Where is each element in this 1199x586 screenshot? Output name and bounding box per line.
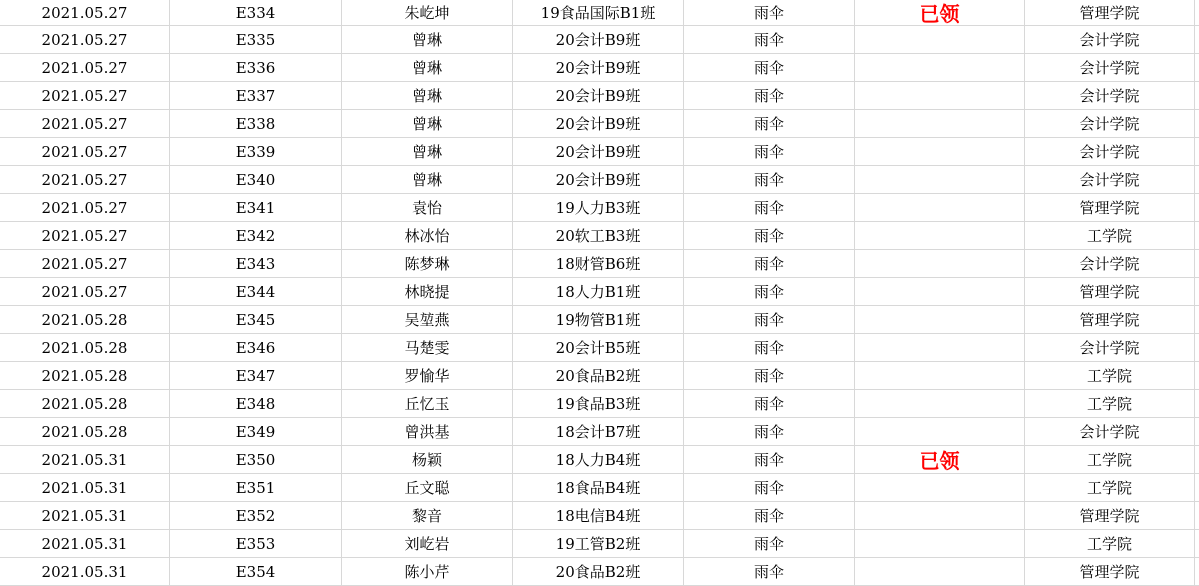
cell-claim-status[interactable]: 已领 bbox=[855, 0, 1025, 25]
cell-college[interactable]: 管理学院 bbox=[1025, 502, 1195, 529]
cell-student-name[interactable]: 马楚雯 bbox=[342, 334, 513, 361]
cell-record-id[interactable]: E347 bbox=[170, 362, 342, 389]
right-edge-sliver bbox=[1195, 278, 1199, 305]
right-edge-sliver bbox=[1195, 194, 1199, 221]
right-edge-sliver bbox=[1195, 166, 1199, 193]
cell-record-id[interactable]: E341 bbox=[170, 194, 342, 221]
right-edge-sliver bbox=[1195, 26, 1199, 53]
right-edge-sliver bbox=[1195, 54, 1199, 81]
cell-class[interactable]: 20会计B9班 bbox=[513, 54, 684, 81]
cell-item[interactable]: 雨伞 bbox=[684, 278, 855, 305]
cell-class[interactable]: 20会计B9班 bbox=[513, 26, 684, 53]
cell-item[interactable]: 雨伞 bbox=[684, 306, 855, 333]
cell-date[interactable]: 2021.05.31 bbox=[0, 558, 170, 585]
table-row bbox=[0, 54, 1199, 82]
cell-item[interactable]: 雨伞 bbox=[684, 26, 855, 53]
cell-class[interactable]: 20会计B9班 bbox=[513, 82, 684, 109]
cell-item[interactable]: 雨伞 bbox=[684, 446, 855, 473]
table-row bbox=[0, 26, 1199, 54]
table-row bbox=[0, 418, 1199, 446]
cell-date[interactable]: 2021.05.31 bbox=[0, 502, 170, 529]
cell-class[interactable]: 20会计B9班 bbox=[513, 138, 684, 165]
cell-record-id[interactable]: E352 bbox=[170, 502, 342, 529]
right-edge-sliver bbox=[1195, 334, 1199, 361]
cell-college[interactable]: 会计学院 bbox=[1025, 334, 1195, 361]
cell-claim-status[interactable] bbox=[855, 82, 1025, 109]
table-row bbox=[0, 110, 1199, 138]
cell-record-id[interactable]: E354 bbox=[170, 558, 342, 585]
cell-student-name[interactable]: 曾琳 bbox=[342, 166, 513, 193]
cell-class[interactable]: 19工管B2班 bbox=[513, 530, 684, 557]
cell-student-name[interactable]: 朱屹坤 bbox=[342, 0, 513, 25]
table-row bbox=[0, 446, 1199, 474]
cell-date[interactable]: 2021.05.28 bbox=[0, 418, 170, 445]
cell-class[interactable]: 20食品B2班 bbox=[513, 362, 684, 389]
cell-student-name[interactable]: 吴堃燕 bbox=[342, 306, 513, 333]
cell-item[interactable]: 雨伞 bbox=[684, 110, 855, 137]
right-edge-sliver bbox=[1195, 390, 1199, 417]
cell-college[interactable]: 工学院 bbox=[1025, 390, 1195, 417]
right-edge-sliver bbox=[1195, 418, 1199, 445]
cell-date[interactable]: 2021.05.27 bbox=[0, 26, 170, 53]
cell-college[interactable]: 工学院 bbox=[1025, 446, 1195, 473]
cell-student-name[interactable]: 林晓提 bbox=[342, 278, 513, 305]
cell-student-name[interactable]: 丘文聪 bbox=[342, 474, 513, 501]
cell-college[interactable]: 管理学院 bbox=[1025, 194, 1195, 221]
right-edge-sliver bbox=[1195, 222, 1199, 249]
table-row bbox=[0, 250, 1199, 278]
cell-claim-status[interactable] bbox=[855, 278, 1025, 305]
right-edge-sliver bbox=[1195, 502, 1199, 529]
cell-student-name[interactable]: 曾琳 bbox=[342, 26, 513, 53]
cell-class[interactable]: 19人力B3班 bbox=[513, 194, 684, 221]
cell-date[interactable]: 2021.05.27 bbox=[0, 0, 170, 25]
cell-item[interactable]: 雨伞 bbox=[684, 390, 855, 417]
cell-item[interactable]: 雨伞 bbox=[684, 558, 855, 585]
cell-record-id[interactable]: E337 bbox=[170, 82, 342, 109]
cell-date[interactable]: 2021.05.28 bbox=[0, 334, 170, 361]
cell-class[interactable]: 18会计B7班 bbox=[513, 418, 684, 445]
right-edge-sliver bbox=[1195, 0, 1199, 25]
cell-date[interactable]: 2021.05.28 bbox=[0, 390, 170, 417]
cell-claim-status[interactable] bbox=[855, 390, 1025, 417]
table-row bbox=[0, 278, 1199, 306]
cell-student-name[interactable]: 杨颖 bbox=[342, 446, 513, 473]
cell-claim-status[interactable] bbox=[855, 502, 1025, 529]
table-row bbox=[0, 558, 1199, 586]
right-edge-sliver bbox=[1195, 82, 1199, 109]
table-row bbox=[0, 0, 1199, 26]
cell-record-id[interactable]: E338 bbox=[170, 110, 342, 137]
cell-college[interactable]: 会计学院 bbox=[1025, 138, 1195, 165]
cell-class[interactable]: 19食品国际B1班 bbox=[513, 0, 684, 25]
table-row bbox=[0, 502, 1199, 530]
cell-date[interactable]: 2021.05.27 bbox=[0, 82, 170, 109]
cell-record-id[interactable]: E351 bbox=[170, 474, 342, 501]
cell-claim-status[interactable] bbox=[855, 194, 1025, 221]
cell-date[interactable]: 2021.05.27 bbox=[0, 250, 170, 277]
cell-record-id[interactable]: E344 bbox=[170, 278, 342, 305]
cell-record-id[interactable]: E348 bbox=[170, 390, 342, 417]
cell-claim-status[interactable] bbox=[855, 110, 1025, 137]
table-row bbox=[0, 474, 1199, 502]
cell-claim-status[interactable] bbox=[855, 474, 1025, 501]
table-row bbox=[0, 390, 1199, 418]
cell-record-id[interactable]: E335 bbox=[170, 26, 342, 53]
table-row bbox=[0, 530, 1199, 558]
cell-record-id[interactable]: E346 bbox=[170, 334, 342, 361]
cell-class[interactable]: 19物管B1班 bbox=[513, 306, 684, 333]
cell-record-id[interactable]: E334 bbox=[170, 0, 342, 25]
cell-item[interactable]: 雨伞 bbox=[684, 530, 855, 557]
cell-item[interactable]: 雨伞 bbox=[684, 502, 855, 529]
cell-class[interactable]: 20会计B9班 bbox=[513, 166, 684, 193]
cell-date[interactable]: 2021.05.27 bbox=[0, 222, 170, 249]
table-row bbox=[0, 82, 1199, 110]
right-edge-sliver bbox=[1195, 446, 1199, 473]
cell-college[interactable]: 工学院 bbox=[1025, 222, 1195, 249]
cell-claim-status[interactable] bbox=[855, 222, 1025, 249]
cell-claim-status[interactable]: 已领 bbox=[855, 446, 1025, 473]
cell-class[interactable]: 20会计B9班 bbox=[513, 110, 684, 137]
cell-class[interactable]: 19食品B3班 bbox=[513, 390, 684, 417]
cell-claim-status[interactable] bbox=[855, 418, 1025, 445]
cell-item[interactable]: 雨伞 bbox=[684, 250, 855, 277]
cell-college[interactable]: 会计学院 bbox=[1025, 110, 1195, 137]
cell-item[interactable]: 雨伞 bbox=[684, 138, 855, 165]
cell-class[interactable]: 20软工B3班 bbox=[513, 222, 684, 249]
cell-student-name[interactable]: 曾琳 bbox=[342, 138, 513, 165]
table-row bbox=[0, 166, 1199, 194]
cell-claim-status[interactable] bbox=[855, 530, 1025, 557]
cell-student-name[interactable]: 曾琳 bbox=[342, 54, 513, 81]
cell-claim-status[interactable] bbox=[855, 166, 1025, 193]
cell-student-name[interactable]: 丘忆玉 bbox=[342, 390, 513, 417]
cell-class[interactable]: 18人力B1班 bbox=[513, 278, 684, 305]
right-edge-sliver bbox=[1195, 306, 1199, 333]
cell-date[interactable]: 2021.05.27 bbox=[0, 166, 170, 193]
cell-item[interactable]: 雨伞 bbox=[684, 362, 855, 389]
cell-student-name[interactable]: 陈梦琳 bbox=[342, 250, 513, 277]
cell-date[interactable]: 2021.05.28 bbox=[0, 362, 170, 389]
cell-class[interactable]: 18电信B4班 bbox=[513, 502, 684, 529]
cell-college[interactable]: 会计学院 bbox=[1025, 82, 1195, 109]
table-row bbox=[0, 222, 1199, 250]
table-row bbox=[0, 334, 1199, 362]
right-edge-sliver bbox=[1195, 474, 1199, 501]
cell-record-id[interactable]: E342 bbox=[170, 222, 342, 249]
cell-claim-status[interactable] bbox=[855, 26, 1025, 53]
cell-record-id[interactable]: E353 bbox=[170, 530, 342, 557]
cell-claim-status[interactable] bbox=[855, 138, 1025, 165]
cell-student-name[interactable]: 林冰怡 bbox=[342, 222, 513, 249]
cell-record-id[interactable]: E339 bbox=[170, 138, 342, 165]
cell-item[interactable]: 雨伞 bbox=[684, 334, 855, 361]
cell-college[interactable]: 管理学院 bbox=[1025, 306, 1195, 333]
cell-class[interactable]: 20会计B5班 bbox=[513, 334, 684, 361]
right-edge-sliver bbox=[1195, 138, 1199, 165]
cell-item[interactable]: 雨伞 bbox=[684, 0, 855, 25]
right-edge-sliver bbox=[1195, 250, 1199, 277]
cell-record-id[interactable]: E343 bbox=[170, 250, 342, 277]
right-edge-sliver bbox=[1195, 530, 1199, 557]
cell-class[interactable]: 18财管B6班 bbox=[513, 250, 684, 277]
cell-student-name[interactable]: 刘屹岩 bbox=[342, 530, 513, 557]
cell-date[interactable]: 2021.05.27 bbox=[0, 194, 170, 221]
cell-item[interactable]: 雨伞 bbox=[684, 418, 855, 445]
cell-student-name[interactable]: 陈小芹 bbox=[342, 558, 513, 585]
cell-student-name[interactable]: 曾琳 bbox=[342, 110, 513, 137]
cell-student-name[interactable]: 黎音 bbox=[342, 502, 513, 529]
cell-student-name[interactable]: 曾琳 bbox=[342, 82, 513, 109]
cell-college[interactable]: 管理学院 bbox=[1025, 0, 1195, 25]
cell-record-id[interactable]: E345 bbox=[170, 306, 342, 333]
cell-item[interactable]: 雨伞 bbox=[684, 82, 855, 109]
right-edge-sliver bbox=[1195, 110, 1199, 137]
cell-college[interactable]: 会计学院 bbox=[1025, 54, 1195, 81]
cell-date[interactable]: 2021.05.28 bbox=[0, 306, 170, 333]
cell-date[interactable]: 2021.05.27 bbox=[0, 110, 170, 137]
cell-claim-status[interactable] bbox=[855, 250, 1025, 277]
cell-student-name[interactable]: 罗愉华 bbox=[342, 362, 513, 389]
cell-record-id[interactable]: E350 bbox=[170, 446, 342, 473]
cell-claim-status[interactable] bbox=[855, 362, 1025, 389]
cell-college[interactable]: 会计学院 bbox=[1025, 166, 1195, 193]
cell-college[interactable]: 工学院 bbox=[1025, 474, 1195, 501]
cell-class[interactable]: 18人力B4班 bbox=[513, 446, 684, 473]
table-row bbox=[0, 194, 1199, 222]
cell-class[interactable]: 20食品B2班 bbox=[513, 558, 684, 585]
table-row bbox=[0, 306, 1199, 334]
cell-item[interactable]: 雨伞 bbox=[684, 166, 855, 193]
cell-claim-status[interactable] bbox=[855, 558, 1025, 585]
cell-date[interactable]: 2021.05.31 bbox=[0, 474, 170, 501]
cell-date[interactable]: 2021.05.31 bbox=[0, 530, 170, 557]
cell-college[interactable]: 会计学院 bbox=[1025, 418, 1195, 445]
table-row bbox=[0, 138, 1199, 166]
cell-college[interactable]: 管理学院 bbox=[1025, 278, 1195, 305]
cell-college[interactable]: 管理学院 bbox=[1025, 558, 1195, 585]
cell-claim-status[interactable] bbox=[855, 54, 1025, 81]
cell-record-id[interactable]: E349 bbox=[170, 418, 342, 445]
cell-college[interactable]: 工学院 bbox=[1025, 530, 1195, 557]
cell-college[interactable]: 会计学院 bbox=[1025, 250, 1195, 277]
cell-item[interactable]: 雨伞 bbox=[684, 474, 855, 501]
cell-item[interactable]: 雨伞 bbox=[684, 222, 855, 249]
cell-record-id[interactable]: E340 bbox=[170, 166, 342, 193]
table-row bbox=[0, 362, 1199, 390]
cell-claim-status[interactable] bbox=[855, 306, 1025, 333]
cell-item[interactable]: 雨伞 bbox=[684, 194, 855, 221]
right-edge-sliver bbox=[1195, 362, 1199, 389]
cell-date[interactable]: 2021.05.27 bbox=[0, 138, 170, 165]
cell-date[interactable]: 2021.05.27 bbox=[0, 54, 170, 81]
cell-college[interactable]: 工学院 bbox=[1025, 362, 1195, 389]
cell-date[interactable]: 2021.05.27 bbox=[0, 278, 170, 305]
cell-student-name[interactable]: 袁怡 bbox=[342, 194, 513, 221]
right-edge-sliver bbox=[1195, 558, 1199, 585]
cell-claim-status[interactable] bbox=[855, 334, 1025, 361]
cell-record-id[interactable]: E336 bbox=[170, 54, 342, 81]
cell-class[interactable]: 18食品B4班 bbox=[513, 474, 684, 501]
cell-date[interactable]: 2021.05.31 bbox=[0, 446, 170, 473]
cell-college[interactable]: 会计学院 bbox=[1025, 26, 1195, 53]
cell-item[interactable]: 雨伞 bbox=[684, 54, 855, 81]
cell-student-name[interactable]: 曾洪基 bbox=[342, 418, 513, 445]
